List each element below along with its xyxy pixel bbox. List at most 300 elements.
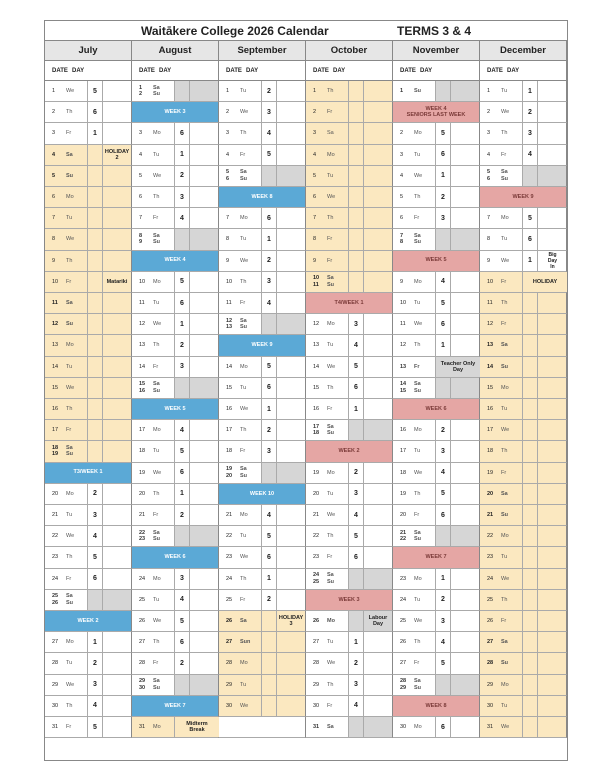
date-number: 18 19 <box>45 441 60 461</box>
day-row <box>393 123 480 144</box>
day-cycle-number <box>262 696 277 716</box>
day-cycle-number: 5 <box>349 357 364 377</box>
date-number: 11 <box>480 293 495 313</box>
event-note <box>364 399 392 419</box>
date-number: 2 <box>226 109 230 116</box>
event-note <box>451 166 479 186</box>
day-cycle-number: 3 <box>262 102 277 122</box>
date-number: 14 <box>226 363 233 370</box>
event-note <box>190 653 218 673</box>
day-row <box>393 272 480 293</box>
event-note <box>364 696 392 716</box>
event-note <box>277 569 305 589</box>
day-cycle-number <box>88 420 103 440</box>
date-number: 18 <box>226 448 233 455</box>
day-cycle-number: 2 <box>175 166 190 186</box>
column-subheader <box>480 61 567 81</box>
event-note <box>190 314 218 334</box>
weekday: Th <box>60 399 88 419</box>
weekday: Th <box>60 547 88 567</box>
day-cycle-number: 2 <box>88 484 103 504</box>
weekday: We <box>321 653 349 673</box>
date-number: 29 30 <box>139 678 146 691</box>
day-cycle-number <box>349 611 364 631</box>
event-note <box>103 251 131 271</box>
day-row <box>393 420 480 441</box>
week-banner: WEEK 6 <box>132 547 219 568</box>
date-number: 13 <box>400 363 407 370</box>
day-cycle-number <box>88 335 103 355</box>
date-number: 22 <box>52 533 59 540</box>
date-number: 11 <box>45 293 60 313</box>
event-note: HOLIDAY 3 <box>277 611 305 631</box>
event-note <box>103 335 131 355</box>
day-cycle-number: 4 <box>262 505 277 525</box>
day-cycle-number <box>349 187 364 207</box>
day-cycle-number <box>349 123 364 143</box>
date-number: 26 <box>480 611 495 631</box>
day-row <box>132 590 219 611</box>
day-cycle-number <box>349 569 364 589</box>
date-number: 22 <box>480 526 495 546</box>
weekday: Fr <box>321 229 349 249</box>
day-cycle-number: 6 <box>436 717 451 737</box>
day-cycle-number: 1 <box>523 251 538 271</box>
weekday: Fr <box>60 717 88 737</box>
day-cycle-number <box>523 378 538 398</box>
day-cycle-number: 6 <box>175 463 190 483</box>
event-note <box>277 590 305 610</box>
weekday: Th <box>408 187 436 207</box>
event-note <box>538 166 566 186</box>
weekday: Sa Su <box>147 378 175 398</box>
weekday: Mo <box>60 335 88 355</box>
date-number: 30 <box>219 696 234 716</box>
day-cycle-number <box>523 611 538 631</box>
day-row <box>132 526 219 547</box>
event-note <box>277 547 305 567</box>
day-cycle-number: 6 <box>262 208 277 228</box>
event-note <box>538 208 566 228</box>
day-row <box>132 569 219 590</box>
month-header: October <box>306 41 393 61</box>
weekday: Fr <box>321 547 349 567</box>
date-number: 23 <box>480 547 495 567</box>
event-note: HOLIDAY 2 <box>103 145 131 165</box>
date-number: 8 <box>487 236 491 243</box>
day-row <box>306 463 393 484</box>
day-row <box>132 357 219 378</box>
day-row <box>219 632 306 653</box>
event-note <box>190 145 218 165</box>
date-number: 25 <box>400 618 407 625</box>
event-note: Matariki <box>103 272 131 292</box>
day-row <box>219 208 306 229</box>
day-row <box>480 463 567 484</box>
event-note <box>103 399 131 419</box>
date-number: 27 <box>480 632 495 652</box>
date-number: 20 <box>480 484 495 504</box>
day-cycle-number <box>88 187 103 207</box>
day-cycle-number <box>436 378 451 398</box>
day-row <box>393 569 480 590</box>
month-header: July <box>45 41 132 61</box>
date-number: 13 <box>313 342 320 349</box>
day-row <box>219 378 306 399</box>
event-note <box>277 675 305 695</box>
day-row <box>45 569 132 590</box>
day-cycle-number: 2 <box>175 505 190 525</box>
day-cycle-number: 3 <box>175 187 190 207</box>
week-banner: WEEK 7 <box>132 696 219 717</box>
event-note <box>103 653 131 673</box>
day-row <box>480 399 567 420</box>
day-cycle-number <box>88 166 103 186</box>
day-row <box>393 314 480 335</box>
day-row <box>480 675 567 696</box>
date-number: 24 <box>226 575 233 582</box>
weekday: Fr <box>147 208 175 228</box>
day-cycle-number: 4 <box>436 272 451 292</box>
day-cycle-number: 6 <box>523 229 538 249</box>
day-cycle-number <box>349 420 364 440</box>
day-cycle-number <box>262 166 277 186</box>
event-note <box>277 632 305 652</box>
date-number: 26 <box>313 618 320 625</box>
day-cycle-number <box>349 272 364 292</box>
date-number: 7 <box>306 208 321 228</box>
date-number: 4 <box>400 172 404 179</box>
weekday: Mo <box>408 717 436 737</box>
day-column-label: DAY <box>159 68 172 74</box>
day-row <box>480 81 567 102</box>
event-note <box>364 81 392 101</box>
weekday: We <box>60 526 88 546</box>
day-cycle-number <box>88 378 103 398</box>
weekday: Tu <box>60 357 88 377</box>
date-number: 12 13 <box>226 317 233 331</box>
date-number: 6 <box>306 187 321 207</box>
day-cycle-number: 1 <box>175 314 190 334</box>
event-note <box>103 378 131 398</box>
day-row <box>219 505 306 526</box>
date-number: 24 <box>400 596 407 603</box>
event-note <box>364 526 392 546</box>
date-number: 14 <box>480 357 495 377</box>
day-cycle-number <box>349 102 364 122</box>
day-row <box>393 590 480 611</box>
event-note <box>103 441 131 461</box>
event-note <box>103 632 131 652</box>
event-note <box>451 505 479 525</box>
event-note <box>277 251 305 271</box>
weekday: Fr <box>495 272 523 292</box>
date-column-label: DATE <box>52 68 68 74</box>
event-note <box>277 293 305 313</box>
weekday: Sa <box>495 335 523 355</box>
day-row <box>132 441 219 462</box>
event-note <box>364 632 392 652</box>
week-banner: WEEK 6 <box>393 399 480 420</box>
date-number: 7 <box>139 215 143 222</box>
day-cycle-number: 2 <box>262 251 277 271</box>
weekday: Mo <box>495 378 523 398</box>
event-note <box>451 590 479 610</box>
day-row <box>393 526 480 547</box>
event-note <box>451 335 479 355</box>
weekday: Su <box>495 653 523 673</box>
weekday: Sa <box>60 293 88 313</box>
weekday: We <box>60 675 88 695</box>
weekday: Tu <box>147 590 175 610</box>
date-number: 14 <box>139 363 146 370</box>
day-row <box>45 123 132 144</box>
date-number: 6 <box>400 215 404 222</box>
event-note <box>277 229 305 249</box>
day-cycle-number <box>88 145 103 165</box>
weekday: Th <box>60 251 88 271</box>
day-row <box>45 314 132 335</box>
weekday: Fr <box>321 102 349 122</box>
date-number: 2 <box>52 109 56 116</box>
date-number: 12 <box>400 342 407 349</box>
day-cycle-number: 1 <box>523 81 538 101</box>
event-note <box>190 420 218 440</box>
date-number: 13 <box>480 335 495 355</box>
date-number: 16 <box>226 406 233 413</box>
date-number: 16 <box>45 399 60 419</box>
day-cycle-number: 2 <box>262 420 277 440</box>
date-number: 16 <box>400 427 407 434</box>
day-cycle-number: 4 <box>88 526 103 546</box>
event-note <box>451 569 479 589</box>
day-cycle-number: 4 <box>175 420 190 440</box>
day-cycle-number: 4 <box>349 335 364 355</box>
day-cycle-number: 4 <box>436 463 451 483</box>
date-number: 8 <box>306 229 321 249</box>
day-row <box>480 590 567 611</box>
day-cycle-number: 5 <box>262 357 277 377</box>
day-row <box>219 293 306 314</box>
weekday: Tu <box>495 399 523 419</box>
date-number: 28 <box>219 653 234 673</box>
event-note <box>103 696 131 716</box>
weekday: We <box>495 102 523 122</box>
day-row <box>306 569 393 590</box>
event-note <box>103 293 131 313</box>
weekday: Mo <box>60 632 88 652</box>
event-note <box>451 653 479 673</box>
day-row <box>306 314 393 335</box>
event-note: HOLIDAY <box>523 272 567 292</box>
event-note <box>277 145 305 165</box>
day-cycle-number: 4 <box>349 505 364 525</box>
day-cycle-number: 5 <box>88 547 103 567</box>
day-row <box>132 484 219 505</box>
event-note <box>451 717 479 737</box>
day-cycle-number <box>523 675 538 695</box>
date-number: 11 <box>400 321 406 328</box>
weekday: Sa <box>495 484 523 504</box>
day-row <box>219 102 306 123</box>
date-number: 12 <box>45 314 60 334</box>
weekday: Th <box>495 123 523 143</box>
event-note <box>190 441 218 461</box>
event-note <box>538 293 566 313</box>
event-note <box>190 505 218 525</box>
date-number: 29 <box>313 681 320 688</box>
date-number: 19 20 <box>226 466 233 479</box>
day-cycle-number: 5 <box>175 611 190 631</box>
weekday: Fr <box>234 590 262 610</box>
day-row <box>480 653 567 674</box>
day-cycle-number: 5 <box>262 145 277 165</box>
weekday: Fr <box>234 441 262 461</box>
weekday: We <box>60 81 88 101</box>
event-note <box>451 463 479 483</box>
date-number: 8 <box>226 236 230 243</box>
weekday: Th <box>408 484 436 504</box>
weekday: Fr <box>147 505 175 525</box>
date-number: 8 9 <box>139 232 143 246</box>
day-row <box>45 653 132 674</box>
event-note <box>364 675 392 695</box>
day-row <box>306 696 393 717</box>
column-subheader <box>132 61 219 81</box>
weekday: Tu <box>321 632 349 652</box>
day-cycle-number: 4 <box>88 696 103 716</box>
date-number: 10 <box>226 278 233 285</box>
date-number: 26 <box>400 639 407 646</box>
event-note <box>277 653 305 673</box>
day-row <box>393 145 480 166</box>
event-note <box>277 505 305 525</box>
event-note <box>451 441 479 461</box>
day-cycle-number <box>523 335 538 355</box>
day-cycle-number: 4 <box>436 632 451 652</box>
date-column-label: DATE <box>139 68 155 74</box>
date-number: 7 <box>487 215 491 222</box>
event-note <box>451 484 479 504</box>
weekday: Su <box>408 81 436 101</box>
day-row <box>132 166 219 187</box>
date-number: 7 <box>45 208 60 228</box>
day-row <box>132 145 219 166</box>
column-subheader <box>45 61 132 81</box>
weekday: Th <box>147 187 175 207</box>
date-number: 14 <box>313 363 320 370</box>
event-note <box>190 123 218 143</box>
weekday: Fr <box>495 314 523 334</box>
day-cycle-number <box>523 696 538 716</box>
event-note <box>190 632 218 652</box>
day-row <box>306 717 393 738</box>
weekday: Sa Su <box>147 526 175 546</box>
date-number: 29 <box>480 675 495 695</box>
day-row <box>219 314 306 335</box>
day-row <box>480 441 567 462</box>
date-number: 18 <box>400 469 407 476</box>
day-cycle-number <box>349 145 364 165</box>
day-cycle-number <box>349 166 364 186</box>
event-note <box>538 675 566 695</box>
day-column-label: DAY <box>333 68 346 74</box>
weekday: Sa Su <box>408 229 436 249</box>
day-cycle-number <box>262 632 277 652</box>
day-cycle-number: 2 <box>349 463 364 483</box>
day-cycle-number: 3 <box>523 123 538 143</box>
weekday: Tu <box>408 441 436 461</box>
date-number: 19 <box>480 463 495 483</box>
event-note <box>103 81 131 101</box>
day-row <box>219 229 306 250</box>
date-number: 25 <box>480 590 495 610</box>
day-cycle-number: 5 <box>436 293 451 313</box>
day-row <box>306 272 393 293</box>
weekday: Th <box>147 335 175 355</box>
day-row <box>306 229 393 250</box>
date-number: 25 <box>139 596 146 603</box>
weekday: Th <box>147 632 175 652</box>
event-note <box>451 293 479 313</box>
date-number: 12 <box>139 321 146 328</box>
day-row <box>393 166 480 187</box>
day-row <box>480 335 567 356</box>
day-row <box>306 378 393 399</box>
day-cycle-number <box>523 632 538 652</box>
weekday: Th <box>234 569 262 589</box>
day-row <box>480 569 567 590</box>
date-number: 5 <box>400 194 404 201</box>
event-note <box>190 208 218 228</box>
day-row <box>393 675 480 696</box>
day-row <box>480 420 567 441</box>
day-row <box>45 251 132 272</box>
event-note <box>103 526 131 546</box>
date-number: 17 <box>226 427 233 434</box>
date-number: 25 <box>226 596 233 603</box>
event-note <box>103 208 131 228</box>
event-note <box>103 675 131 695</box>
weekday: We <box>60 378 88 398</box>
weekday: Fr <box>147 653 175 673</box>
day-row <box>480 229 567 250</box>
date-number: 10 <box>400 300 407 307</box>
event-note <box>364 229 392 249</box>
date-number: 21 22 <box>400 529 407 543</box>
date-number: 23 <box>313 554 320 561</box>
date-number: 13 <box>45 335 60 355</box>
weekday: Mo <box>321 463 349 483</box>
week-banner: T3/WEEK 1 <box>45 463 132 484</box>
event-note <box>277 314 305 334</box>
day-cycle-number: 4 <box>262 123 277 143</box>
day-cycle-number <box>175 378 190 398</box>
date-number: 26 <box>219 611 234 631</box>
weekday: We <box>321 357 349 377</box>
day-cycle-number <box>523 569 538 589</box>
day-cycle-number: 6 <box>262 378 277 398</box>
event-note <box>451 378 479 398</box>
date-number: 17 <box>45 420 60 440</box>
day-cycle-number: 6 <box>262 547 277 567</box>
day-row <box>45 229 132 250</box>
day-row <box>480 484 567 505</box>
date-number: 20 <box>52 490 59 497</box>
date-number: 27 <box>219 632 234 652</box>
date-number: 3 <box>400 151 404 158</box>
day-cycle-number: 5 <box>175 441 190 461</box>
